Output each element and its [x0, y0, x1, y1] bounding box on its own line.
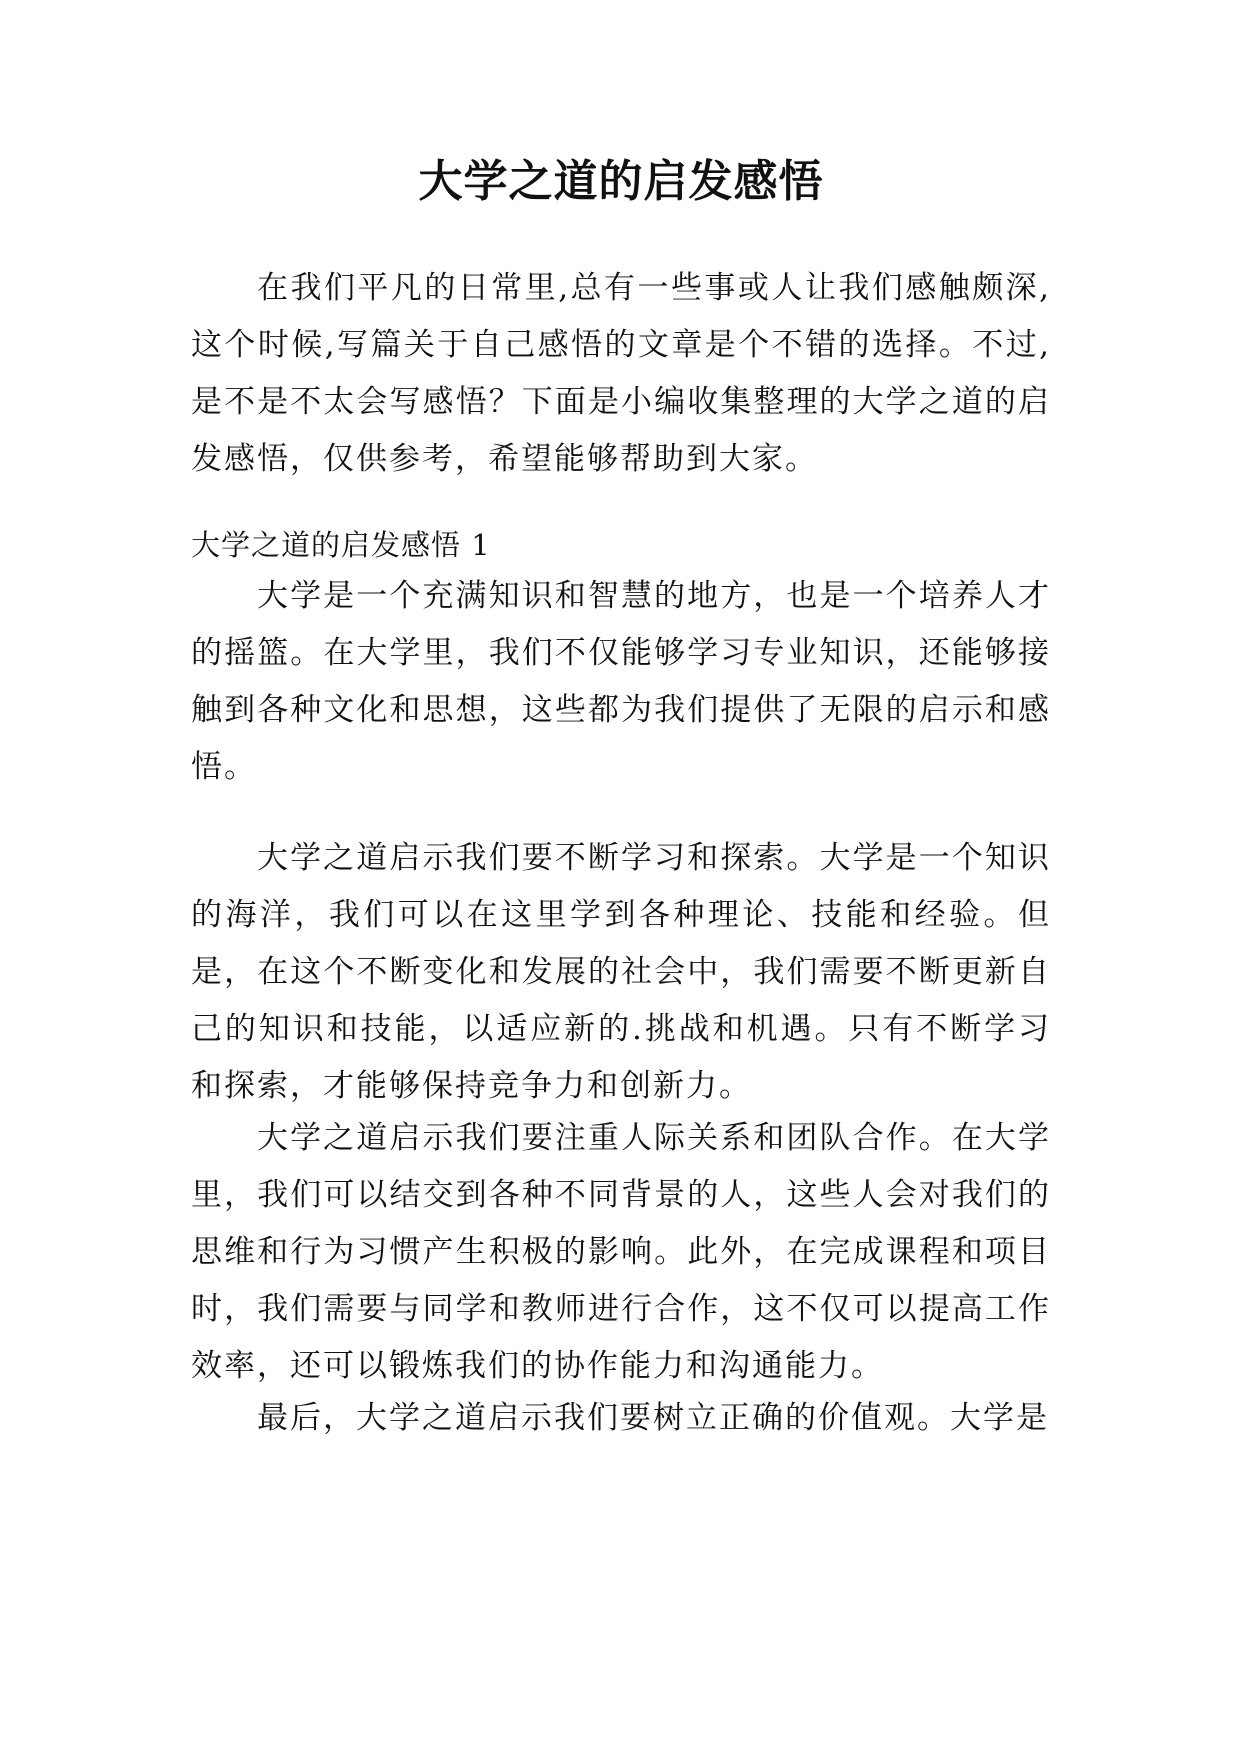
- body-paragraph-1: 大学是一个充满知识和智慧的地方，也是一个培养人才的摇篮。在大学里，我们不仅能够学习专业知识，还能够接触到各种文化和思想，这些都为我们提供了无限的启示和感悟。: [191, 578, 1051, 785]
- document-title: 大学之道的启发感悟: [418, 156, 824, 207]
- section-heading: 大学之道的启发感悟 1: [191, 528, 491, 562]
- body-paragraph-2: 大学之道启示我们要不断学习和探索。大学是一个知识的海洋，我们可以在这里学到各种理论、技能和经验。但是，在这个不断变化和发展的社会中，我们需要不断更新自己的知识和技能，以适应新的.挑战和机遇。只有不断学习和探索，才能够保持竞争力和创新力。: [191, 840, 1051, 1104]
- body-paragraph-4: 最后，大学之道启示我们要树立正确的价值观。大学是: [257, 1400, 1049, 1436]
- intro-paragraph: 在我们平凡的日常里,总有一些事或人让我们感触颇深,这个时候,写篇关于自己感悟的文章是个不错的选择。不过,是不是不太会写感悟？下面是小编收集整理的大学之道的启发感悟，仅供参考，希望能够帮助到大家。: [191, 270, 1051, 477]
- body-paragraph-3: 大学之道启示我们要注重人际关系和团队合作。在大学里，我们可以结交到各种不同背景的人，这些人会对我们的思维和行为习惯产生积极的影响。此外，在完成课程和项目时，我们需要与同学和教师进行合作，这不仅可以提高工作效率，还可以锻炼我们的协作能力和沟通能力。: [191, 1120, 1051, 1384]
